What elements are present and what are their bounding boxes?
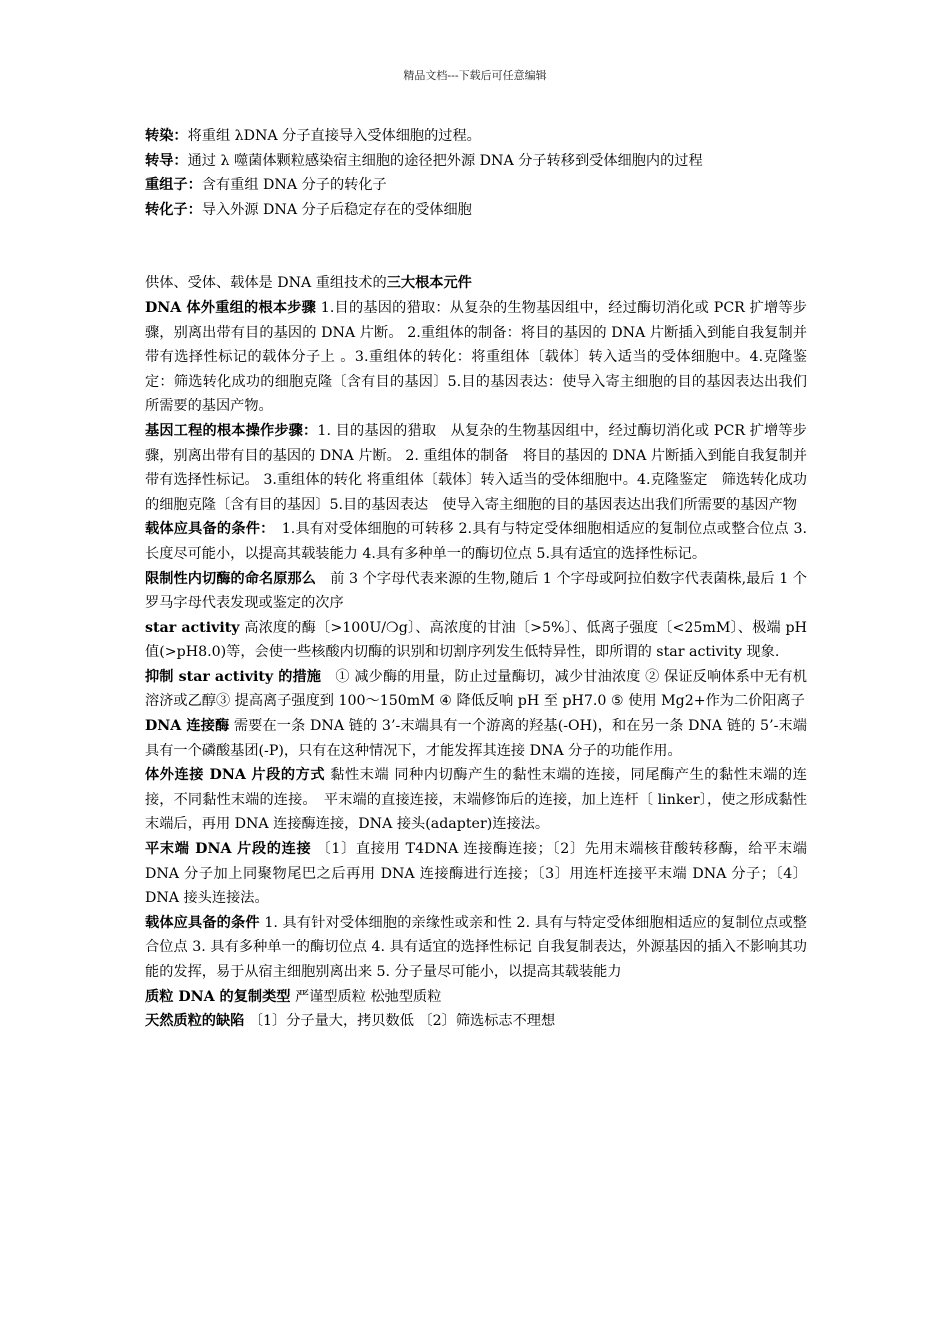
definition-paragraph <box>145 173 807 198</box>
paragraph-term: 平末端 DNA 片段的连接 <box>145 841 312 858</box>
content-paragraph <box>145 296 807 419</box>
content-paragraph <box>145 985 807 1010</box>
definition-term: 转导： <box>145 152 188 169</box>
definition-paragraph <box>145 124 807 149</box>
paragraph-term: 质粒 DNA 的复制类型 <box>145 988 291 1005</box>
definition-text: 导入外源 DNA 分子后稳定存在的受体细胞 <box>201 201 472 218</box>
paragraph-text: 前 3 个字母代表来源的生物,随后 1 个字母或阿拉伯数字代表菌株,最后 1 个罗马字母代表发现或鉴定的次序 <box>145 570 807 612</box>
paragraph-term: 天然质粒的缺陷 <box>145 1013 245 1030</box>
content-paragraph <box>145 419 807 517</box>
definition-term: 转化子： <box>145 201 202 218</box>
paragraph-term: 基因工程的根本操作步骤： <box>145 422 318 439</box>
content-paragraph <box>145 1009 807 1034</box>
paragraph-text: 1. 目的基因的猎取 从复杂的生物基因组中，经过酶切消化或 PCR 扩增等步骤，别离出带有目的基因的 DNA 片断。 2. 重组体的制备 将目的基因的 DNA 片断插入到能自我复制并带有选择性标记。 3.重组体的转化 将重组体〔载体〕转入适当的受体细胞中。4.克隆鉴定 筛选转化成功的细胞克隆〔含有目的基因〕5.目的基因表达 使导入寄主细胞的目的基因表达出我们所需要的基因产物 <box>145 422 807 513</box>
paragraph-term: 限制性内切酶的命名原那么 <box>145 570 316 587</box>
content-paragraph <box>145 517 807 566</box>
definition-text: 将重组 λDNA 分子直接导入受体细胞的过程。 <box>187 128 481 144</box>
paragraph-text: 1.目的基因的猎取：从复杂的生物基因组中，经过酶切消化或 PCR 扩增等步骤，别离出带有目的基因的 DNA 片断。 2.重组体的制备：将目的基因的 DNA 片断插入到能自我复制并带有选择性标记的载体分子上 。3.重组体的转化：将重组体〔载体〕转入适当的受体细胞中。4.克隆鉴定：筛选转化成功的细胞克隆〔含有目的基因〕5.目的基因表达：使导入寄主细胞的目的基因表达出我们所需要的基因产物。 <box>145 299 807 415</box>
intro-term: 三大根本元件 <box>386 275 472 292</box>
content-paragraph <box>145 911 807 985</box>
paragraph-text: 1.具有对受体细胞的可转移 2.具有与特定受体细胞相适应的复制位点或整合位点 3.长度尽可能小，以提高其载装能力 4.具有多种单一的酶切位点 5.具有适宜的选择性标记。 <box>145 521 807 562</box>
paragraph-term: 载体应具备的条件 <box>145 914 260 931</box>
paragraph-text: 黏性末端 同种内切酶产生的黏性末端的连接，同尾酶产生的黏性末端的连接，不同黏性末端的连接。 平末端的直接连接，末端修饰后的连接，加上连杆〔 linker〕，使之形成黏性末端后，再用 DNA 连接酶连接，DNA 接头(adapter)连接法。 <box>145 767 807 833</box>
paragraph-term: 抑制 star activity 的措施 <box>145 668 322 685</box>
paragraph-text: 高浓度的酶〔>100U/❍g〕、高浓度的甘油〔>5%〕、低离子强度〔<25mM〕、极端 pH 值(>pH8.0)等，会使一些核酸内切酶的识别和切割序列发生低特异性，即所谓的 star activity 现象. <box>145 619 807 661</box>
definition-text: 通过 λ 噬菌体颗粒感染宿主细胞的途径把外源 DNA 分子转移到受体细胞内的过程 <box>187 152 703 169</box>
paragraph-text: ① 减少酶的用量，防止过量酶切，减少甘油浓度 ② 保证反响体系中无有机溶济或乙醇③ 提高离子强度到 100～150mM ④ 降低反响 pH 至 pH7.0 ⑤ 使用 Mg2+作为二价阳离子 <box>145 668 807 710</box>
paragraph-term: 体外连接 DNA 片段的方式 <box>145 767 326 784</box>
intro-paragraph <box>145 271 807 296</box>
intro-text: 供体、受体、载体是 DNA 重组技术的 <box>145 275 387 292</box>
definition-paragraph <box>145 198 807 223</box>
content-paragraph <box>145 763 807 837</box>
content-paragraph <box>145 616 807 665</box>
paragraph-text: 严谨型质粒 松弛型质粒 <box>290 988 442 1005</box>
paragraph-term: DNA 体外重组的根本步骤 <box>145 299 317 316</box>
definition-paragraph <box>145 149 807 174</box>
content-paragraph <box>145 714 807 763</box>
page-header: 精品文档---下载后可任意编辑 <box>403 69 547 82</box>
paragraph-text: 〔1〕分子量大，拷贝数低 〔2〕筛选标志不理想 <box>244 1013 556 1030</box>
definition-term: 转染： <box>145 128 188 144</box>
definition-term: 重组子： <box>145 177 202 194</box>
paragraph-text: 1. 具有针对受体细胞的亲缘性或亲和性 2. 具有与特定受体细胞相适应的复制位点或整合位点 3. 具有多种单一的酶切位点 4. 具有适宜的选择性标记 自我复制表达，外源基因的插入不影响其功能的发挥，易于从宿主细胞别离出来 5. 分子量尽可能小，以提高其载装能力 <box>145 914 807 980</box>
paragraph-gap <box>145 222 807 271</box>
document-body <box>145 124 807 1034</box>
paragraph-term: star activity <box>145 619 240 636</box>
paragraph-text: 需要在一条 DNA 链的 3’-末端具有一个游离的羟基(-OH)，和在另一条 DNA 链的 5’-末端具有一个磷酸基团(-P)，只有在这种情况下，才能发挥其连接 DNA 分子的功能作用。 <box>145 718 807 759</box>
content-paragraph <box>145 837 807 911</box>
paragraph-term: DNA 连接酶 <box>145 718 230 735</box>
definition-text: 含有重组 DNA 分子的转化子 <box>201 177 387 194</box>
content-paragraph <box>145 567 807 616</box>
paragraph-text: 〔1〕直接用 T4DNA 连接酶连接；〔2〕先用末端核苷酸转移酶，给平末端 DNA 分子加上同聚物尾巴之后再用 DNA 连接酶进行连接；〔3〕用连杆连接平末端 DNA 分子；〔4〕DNA 接头连接法。 <box>145 841 807 907</box>
content-paragraph <box>145 665 807 714</box>
paragraph-term: 载体应具备的条件： <box>145 521 268 538</box>
